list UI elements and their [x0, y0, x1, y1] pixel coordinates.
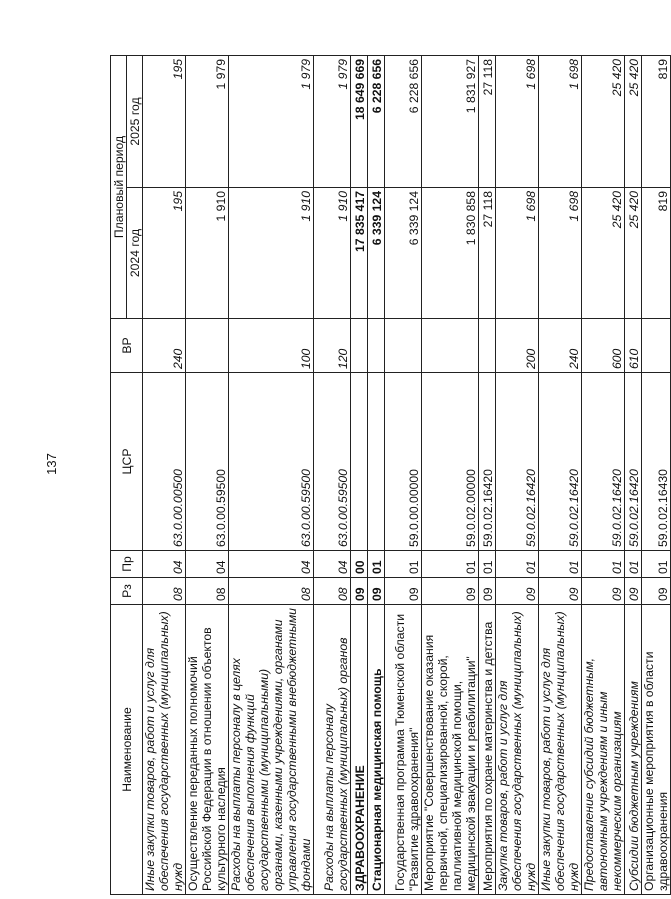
- row-value-2024: 1 698: [496, 188, 539, 319]
- row-name: Мероприятия по охране материнства и детства: [479, 605, 496, 895]
- row-value-2024: 27 118: [479, 188, 496, 319]
- row-csr: 63.0.00.59500: [314, 373, 351, 551]
- row-rz: 08: [229, 578, 314, 605]
- row-value-2025: 6 228 656: [368, 55, 385, 187]
- row-pr: 04: [229, 551, 314, 578]
- row-vr: [479, 319, 496, 373]
- row-value-2024: 195: [143, 188, 186, 319]
- row-rz: 08: [143, 578, 186, 605]
- table-row: [582, 55, 625, 894]
- table-row: [642, 55, 671, 894]
- row-value-2024: 1 830 858: [422, 188, 479, 319]
- row-csr: 59.0.02.16420: [539, 373, 582, 551]
- row-pr: 01: [625, 551, 642, 578]
- row-pr: 01: [582, 551, 625, 578]
- rotated-page: [110, 56, 670, 895]
- table-row: [143, 55, 186, 894]
- row-rz: 09: [385, 578, 422, 605]
- header-2024: 2024 год: [127, 188, 143, 319]
- row-rz: 09: [496, 578, 539, 605]
- row-name: Организационные мероприятия в области здравоохранения: [642, 605, 671, 895]
- row-name: Закупка товаров, работ и услуг для обеспечения государственных (муниципальных) нужд: [496, 605, 539, 895]
- row-vr: 200: [496, 319, 539, 373]
- row-rz: 09: [625, 578, 642, 605]
- row-value-2025: 25 420: [582, 55, 625, 187]
- row-csr: [368, 373, 385, 551]
- row-pr: 01: [368, 551, 385, 578]
- row-value-2024: 6 339 124: [368, 188, 385, 319]
- row-csr: [351, 373, 368, 551]
- row-csr: 59.0.00.00000: [385, 373, 422, 551]
- header-rz: Рз: [111, 578, 143, 605]
- row-pr: 00: [351, 551, 368, 578]
- row-value-2024: 1 910: [314, 188, 351, 319]
- header-pr: Пр: [111, 551, 143, 578]
- row-csr: 59.0.02.16430: [642, 373, 671, 551]
- table-row: [368, 55, 385, 894]
- row-name: Иные закупки товаров, работ и услуг для обеспечения государственных (муниципальных) нужд: [143, 605, 186, 895]
- row-pr: 04: [186, 551, 229, 578]
- table-row: [496, 55, 539, 894]
- row-name: Расходы на выплаты персоналу государственных (муниципальных) органов: [314, 605, 351, 895]
- row-csr: 59.0.02.16420: [496, 373, 539, 551]
- row-name: Осуществление переданных полномочий Российской Федерации в отношении объектов культурного наследия: [186, 605, 229, 895]
- row-vr: [368, 319, 385, 373]
- row-value-2025: 1 979: [314, 55, 351, 187]
- row-name: Субсидии бюджетным учреждениям: [625, 605, 642, 895]
- table-row: [314, 55, 351, 894]
- row-value-2024: 25 420: [625, 188, 642, 319]
- row-rz: 09: [351, 578, 368, 605]
- row-value-2025: 27 118: [479, 55, 496, 187]
- row-value-2025: 1 698: [496, 55, 539, 187]
- row-name: Мероприятие "Совершенствование оказания первичной, специализированной, скорой, паллиативной медицинской помощи, медицинской эвакуации и реабилитации": [422, 605, 479, 895]
- header-planned-period: Плановый период: [111, 55, 127, 318]
- header-row-top: [111, 55, 127, 894]
- row-rz: 09: [368, 578, 385, 605]
- row-pr: 01: [479, 551, 496, 578]
- table-row: [186, 55, 229, 894]
- row-vr: [642, 319, 671, 373]
- row-value-2024: 1 698: [539, 188, 582, 319]
- row-csr: 59.0.02.00000: [422, 373, 479, 551]
- row-value-2025: 25 420: [625, 55, 642, 187]
- table-body: [143, 55, 671, 894]
- row-csr: 63.0.00.59500: [229, 373, 314, 551]
- row-value-2025: 1 831 927: [422, 55, 479, 187]
- row-csr: 63.0.00.00500: [143, 373, 186, 551]
- row-value-2024: 1 910: [186, 188, 229, 319]
- row-rz: 09: [582, 578, 625, 605]
- row-pr: 04: [314, 551, 351, 578]
- table-row: [351, 55, 368, 894]
- row-value-2024: 6 339 124: [385, 188, 422, 319]
- row-vr: 240: [539, 319, 582, 373]
- row-csr: 59.0.02.16420: [582, 373, 625, 551]
- row-pr: 01: [539, 551, 582, 578]
- row-pr: 01: [496, 551, 539, 578]
- row-value-2024: 17 835 417: [351, 188, 368, 319]
- header-csr: ЦСР: [111, 373, 143, 551]
- row-value-2025: 819: [642, 55, 671, 187]
- row-vr: 610: [625, 319, 642, 373]
- row-rz: 08: [314, 578, 351, 605]
- row-vr: [351, 319, 368, 373]
- page-number: 137: [43, 453, 59, 475]
- row-rz: 09: [479, 578, 496, 605]
- row-name: ЗДРАВООХРАНЕНИЕ: [351, 605, 368, 895]
- row-value-2025: 195: [143, 55, 186, 187]
- row-pr: 01: [385, 551, 422, 578]
- table-row: [229, 55, 314, 894]
- row-rz: 08: [186, 578, 229, 605]
- row-rz: 09: [642, 578, 671, 605]
- header-vr: ВР: [111, 319, 143, 373]
- row-value-2025: 1 698: [539, 55, 582, 187]
- row-csr: 59.0.02.16420: [625, 373, 642, 551]
- row-name: Государственная программа Тюменской области "Развитие здравоохранения": [385, 605, 422, 895]
- row-vr: 100: [229, 319, 314, 373]
- row-pr: 04: [143, 551, 186, 578]
- row-name: Иные закупки товаров, работ и услуг для обеспечения государственных (муниципальных) нужд: [539, 605, 582, 895]
- row-csr: 59.0.02.16420: [479, 373, 496, 551]
- table-row: [539, 55, 582, 894]
- row-value-2025: 1 979: [229, 55, 314, 187]
- row-pr: 01: [422, 551, 479, 578]
- table-row: [479, 55, 496, 894]
- table-row: [625, 55, 642, 894]
- row-rz: 09: [539, 578, 582, 605]
- row-value-2024: 1 910: [229, 188, 314, 319]
- row-vr: 600: [582, 319, 625, 373]
- row-name: Предоставление субсидий бюджетным, автономным учреждениям и иным некоммерческим организациям: [582, 605, 625, 895]
- table-row: [385, 55, 422, 894]
- row-name: Стационарная медицинская помощь: [368, 605, 385, 895]
- row-value-2024: 819: [642, 188, 671, 319]
- budget-table: [110, 55, 671, 895]
- row-value-2025: 6 228 656: [385, 55, 422, 187]
- row-pr: 01: [642, 551, 671, 578]
- row-vr: [186, 319, 229, 373]
- row-vr: 240: [143, 319, 186, 373]
- row-rz: 09: [422, 578, 479, 605]
- row-vr: [385, 319, 422, 373]
- row-value-2025: 1 979: [186, 55, 229, 187]
- row-value-2024: 25 420: [582, 188, 625, 319]
- header-2025: 2025 год: [127, 55, 143, 187]
- row-csr: 63.0.00.59500: [186, 373, 229, 551]
- row-vr: [422, 319, 479, 373]
- row-value-2025: 18 649 669: [351, 55, 368, 187]
- row-vr: 120: [314, 319, 351, 373]
- table-row: [422, 55, 479, 894]
- header-name: Наименование: [111, 605, 143, 895]
- row-name: Расходы на выплаты персоналу в целях обеспечения выполнения функций государственными (муниципальными) органами, казенными учреждениями, органами управления государственными внебюджетными фондами: [229, 605, 314, 895]
